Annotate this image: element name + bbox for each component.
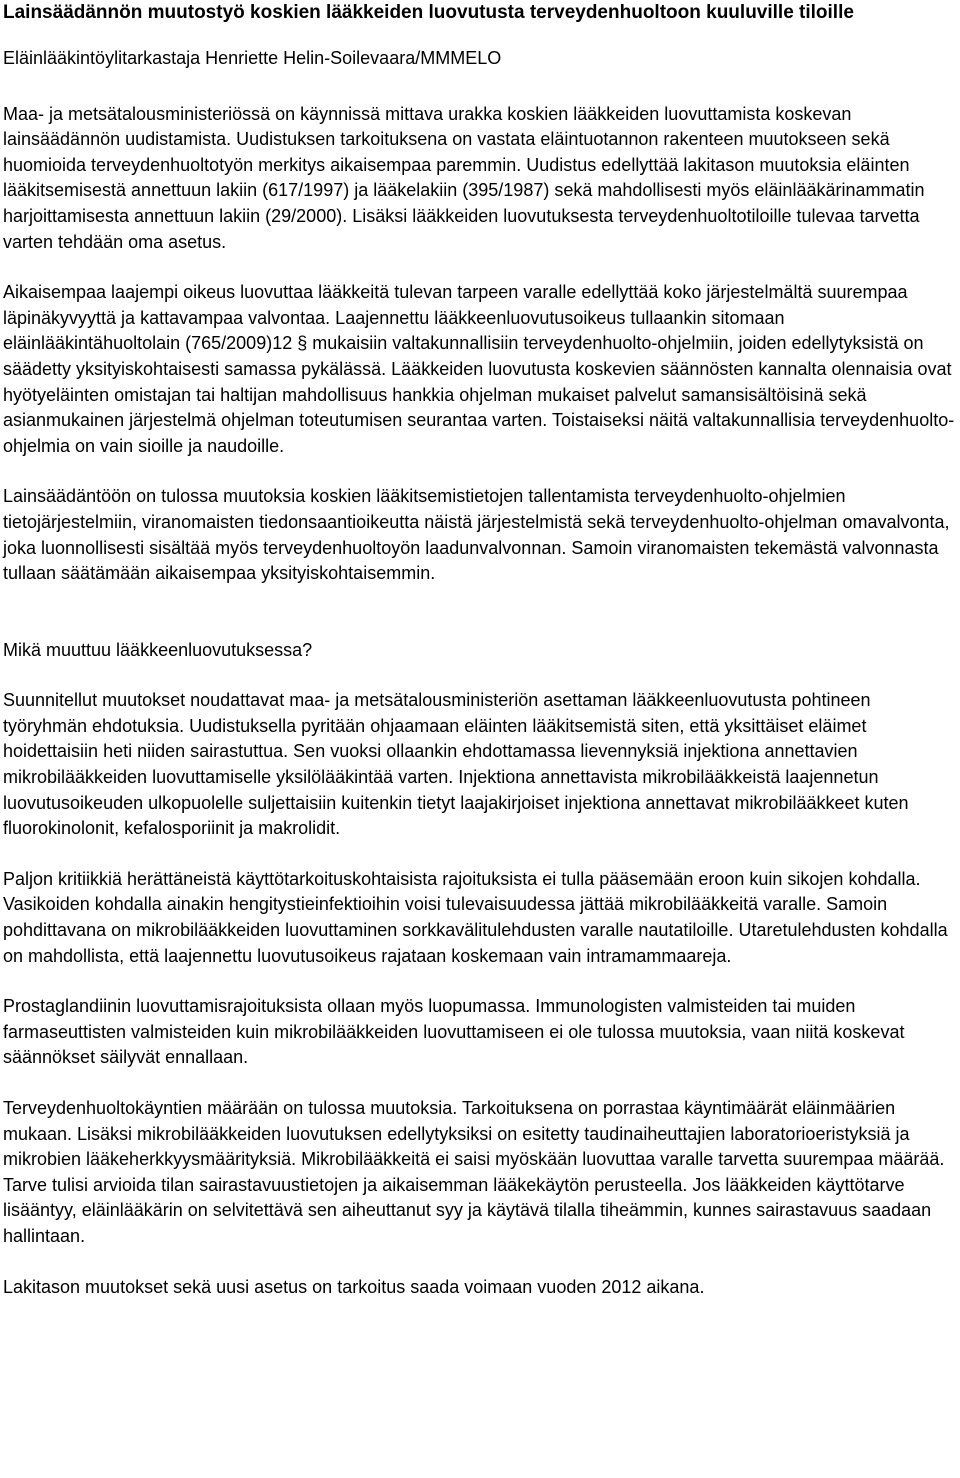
paragraph-body-3: Prostaglandiinin luovuttamisrajoituksista ollaan myös luopumassa. Immunologisten valmisteiden tai muiden farmaseuttisten valmisteiden kuin mikrobilääkkeiden luovuttamiseen ei ole tulossa muutoksia, vaan niitä koskevat säännökset säilyvät ennallaan. xyxy=(3,996,905,1068)
paragraph-body-4: Terveydenhuoltokäyntien määrään on tulossa muutoksia. Tarkoituksena on porrastaa käyntimäärät eläinmäärien mukaan. Lisäksi mikrobilääkkeiden luovutuksen edellytyksiksi on esitetty taudinaiheuttajien laboratorioeristyksiä ja mikrobien lääkeherkkyysmäärityksiä. Mikrobilääkkeitä ei saisi myöskään luovuttaa varalle tarvetta suurempaa määrää. Tarve tulisi arvioida tilan sairastavuustietojen ja aikaisemman lääkekäytön perusteella. Jos lääkkeiden käyttötarve lisääntyy, eläinlääkärin on selvitettävä sen aiheuttanut syy ja käytävä tilalla tiheämmin, kunnes sairastavuus saadaan hallintaan. xyxy=(3,1098,945,1246)
paragraph-body-5: Lakitason muutokset sekä uusi asetus on tarkoitus saada voimaan vuoden 2012 aikana. xyxy=(3,1276,705,1297)
document-page xyxy=(3,0,959,1300)
author-line: Eläinlääkintöylitarkastaja Henriette Helin-Soilevaara/MMMELO xyxy=(3,48,502,68)
document-title: Lainsäädännön muutostyö koskien lääkkeiden luovutusta terveydenhuoltoon kuuluville tiloille xyxy=(3,2,854,23)
paragraph-body-2: Paljon kritiikkiä herättäneistä käyttötarkoituskohtaisista rajoituksista ei tulla pääsemään eroon kuin sikojen kohdalla. Vasikoiden kohdalla ainakin hengitystieinfektioihin voisi tulevaisuudessa jättää mikrobilääkkeitä varalle. Samoin pohdittavana on mikrobilääkkeiden luovuttaminen sorkkavälitulehdusten varalle nautatiloille. Utaretulehdusten kohdalla on mahdollista, että laajennettu luovutusoikeus rajataan koskemaan vain intramammaareja. xyxy=(3,868,948,966)
paragraph-intro-3: Lainsäädäntöön on tulossa muutoksia koskien lääkitsemistietojen tallentamista terveydenhuolto-ohjelmien tietojärjestelmiin, viranomaisten tiedonsaantioikeutta näistä järjestelmistä sekä terveydenhuolto-ohjelman omavalvonta, joka luonnollisesti sisältää myös terveydenhuoltoyön laadunvalvonnan. Samoin viranomaisten tekemästä valvonnasta tullaan säätämään aikaisempaa yksityiskohtaisemmin. xyxy=(3,486,950,584)
paragraph-intro-1: Maa- ja metsätalousministeriössä on käynnissä mittava urakka koskien lääkkeiden luovuttamista koskevan lainsäädännön uudistamista. Uudistuksen tarkoituksena on vastata eläintuotannon rakenteen muutokseen sekä huomioida terveydenhuoltotyön merkitys aikaisempaa paremmin. Uudistus edellyttää lakitason muutoksia eläinten lääkitsemisestä annettuun lakiin (617/1997) ja lääkelakiin (395/1987) sekä mahdollisesti myös eläinlääkärinammatin harjoittamisesta annettuun lakiin (29/2000). Lisäksi lääkkeiden luovutuksesta terveydenhuoltotiloille tulevaa tarvetta varten tehdään oma asetus. xyxy=(3,103,925,252)
paragraph-body-1: Suunnitellut muutokset noudattavat maa- ja metsätalousministeriön asettaman lääkkeenluovutusta pohtineen työryhmän ehdotuksia. Uudistuksella pyritään ohjaamaan eläinten lääkitsemistä siten, että yksittäiset eläimet hoidettaisiin heti niiden sairastuttua. Sen vuoksi ollaankin ehdottamassa lievennyksiä injektiona annettavien mikrobilääkkeiden luovuttamiselle yksilölääkintää varten. Injektiona annettavista mikrobilääkkeistä laajennetun luovutusoikeuden ulkopuolelle suljettaisiin kuitenkin tietyt laajakirjoiset injektiona annettavat mikrobilääkkeet kuten fluorokinolonit, kefalosporiinit ja makrolidit. xyxy=(3,690,909,839)
paragraph-intro-2: Aikaisempaa laajempi oikeus luovuttaa lääkkeitä tulevan tarpeen varalle edellyttää koko järjestelmältä suurempaa läpinäkyvyyttä ja kattavampaa valvontaa. Laajennettu lääkkeenluovutusoikeus tullaankin sitomaan eläinlääkintähuoltolain (765/2009)12 § mukaisiin valtakunnallisiin terveydenhuolto-ohjelmiin, joiden edellytyksistä on säädetty yksityiskohtaisesti samassa pykälässä. Lääkkeiden luovutusta koskevien säännösten kannalta olennaisia ovat hyötyeläinten omistajan tai haltijan mahdollisuus hankkia ohjelman mukaiset palvelut samansisältöisinä sekä asianmukainen järjestelmä ohjelman toteutumisen seurantaa varten. Toistaiseksi näitä valtakunnallisia terveydenhuolto-ohjelmia on vain sioille ja naudoille. xyxy=(3,282,955,456)
section-heading: Mikä muuttuu lääkkeenluovutuksessa? xyxy=(3,639,313,660)
